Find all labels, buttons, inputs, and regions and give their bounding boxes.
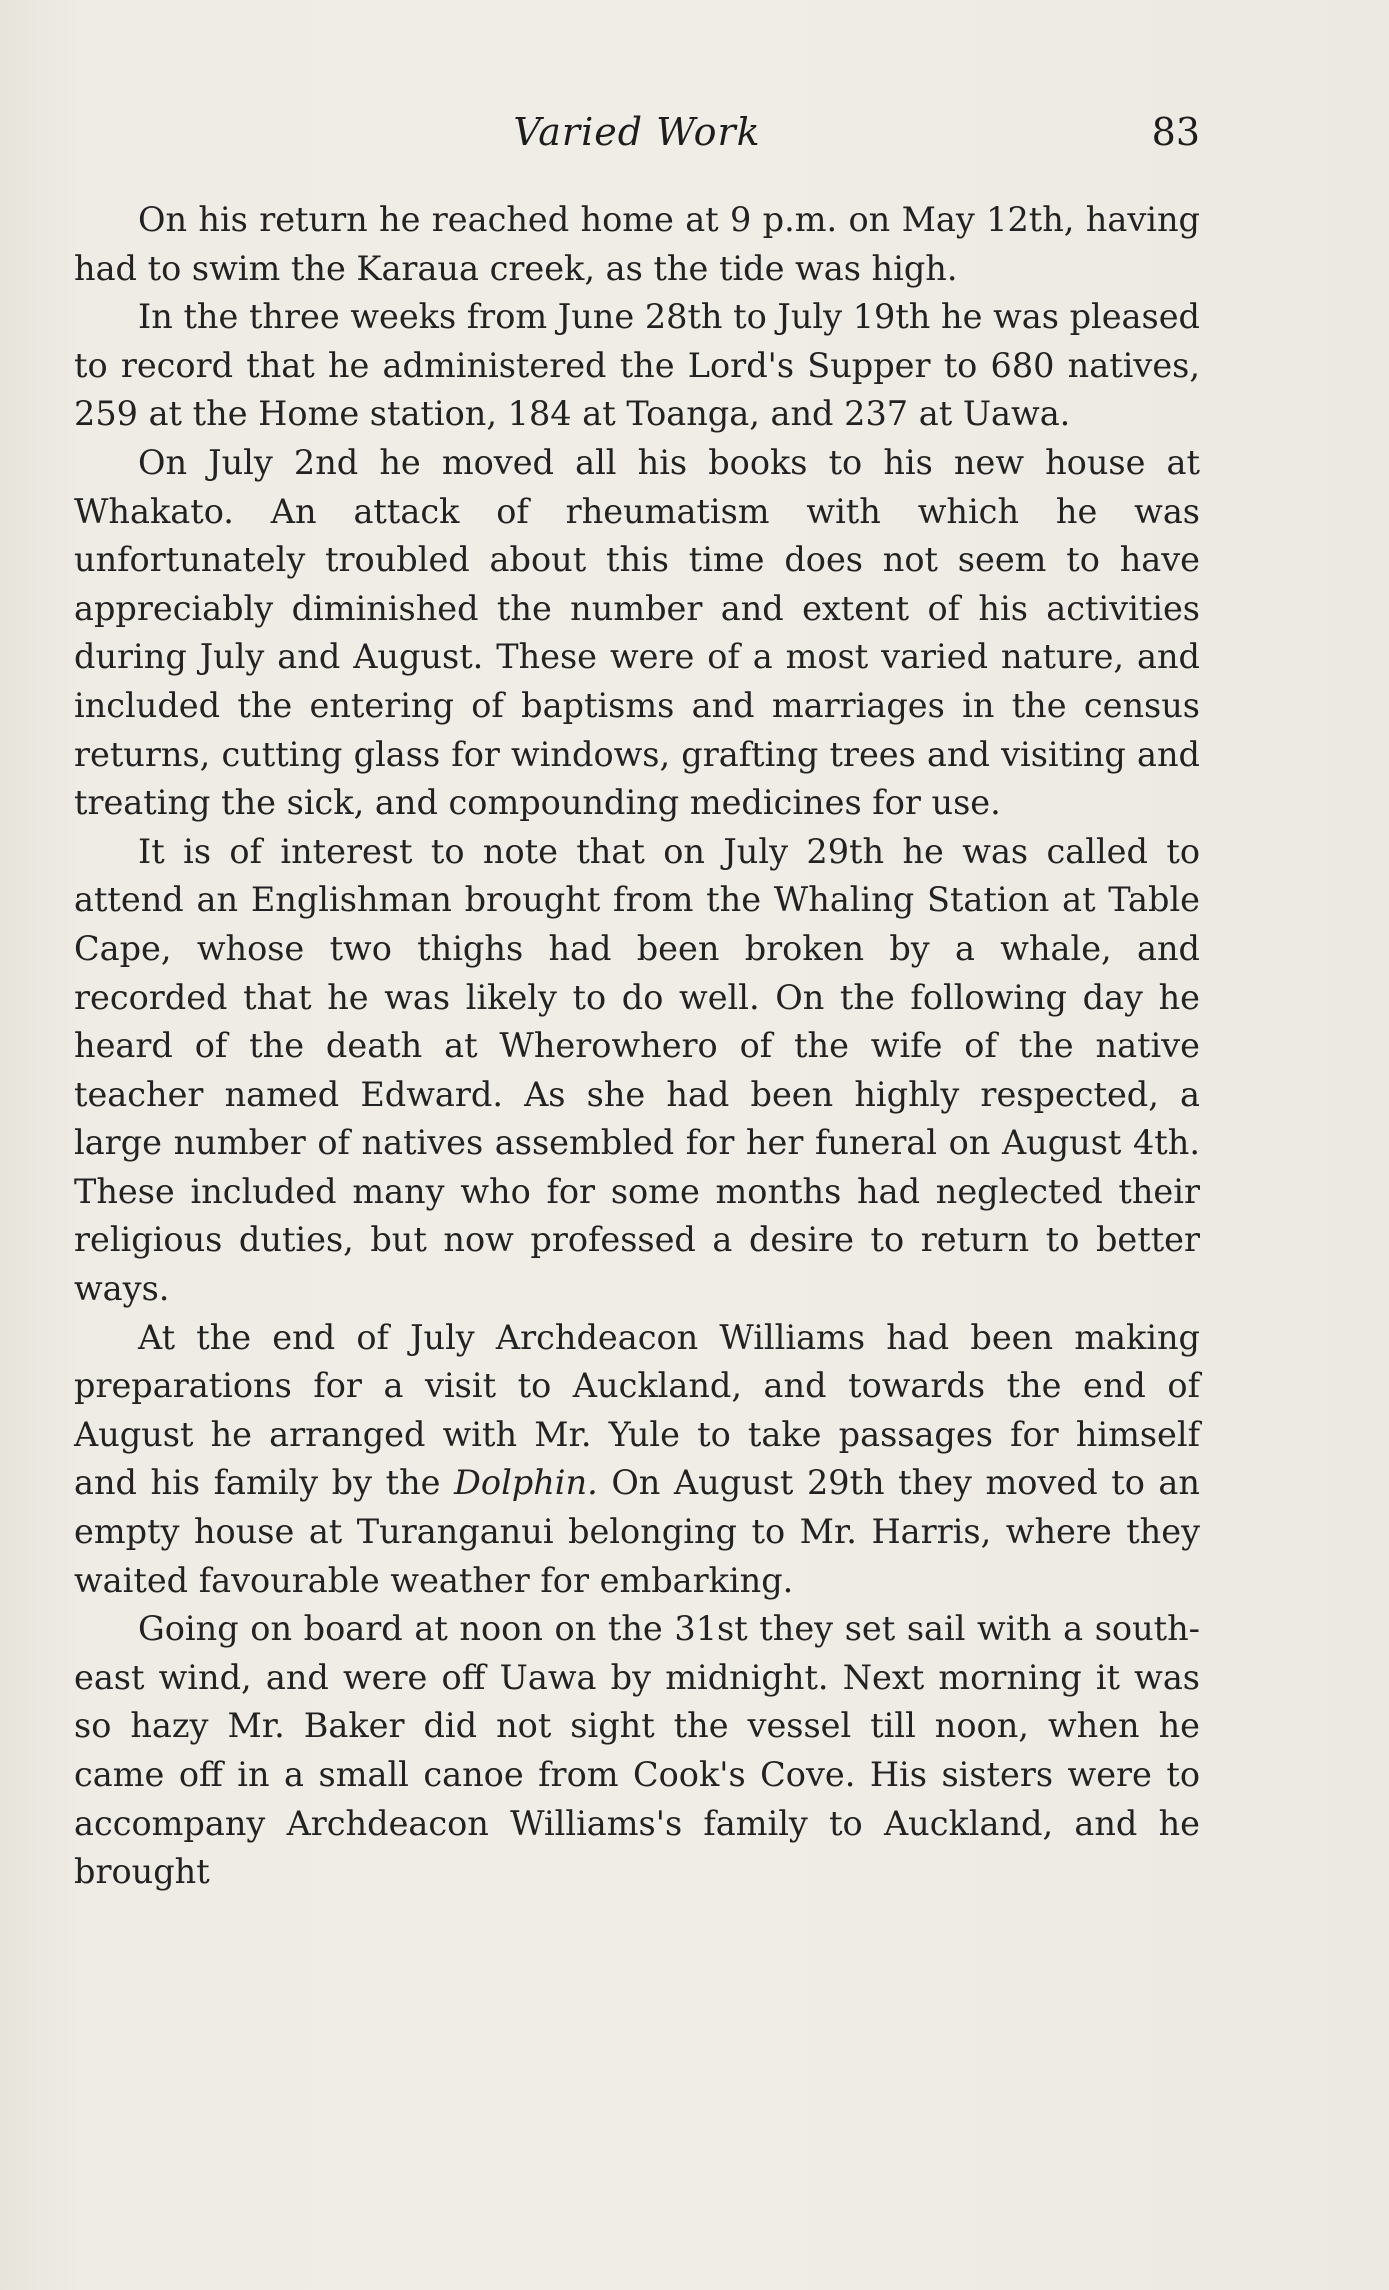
paragraph-5 — [74, 1314, 1200, 1606]
paragraph-1: On his return he reached home at 9 p.m. on May 12th, having had to swim the Karaua creek, as the tide was high. — [74, 200, 1200, 288]
page-header — [74, 110, 1200, 170]
running-title: Varied Work — [513, 110, 761, 154]
ship-name: Dolphin. — [454, 1463, 598, 1503]
body-text — [74, 196, 1200, 1897]
paragraph-3: On July 2nd he moved all his books to his new house at Whakato. An attack of rheumatism with which he was unfortunately troubled about this time does not seem to have appreciably diminished the number and extent of his activities during July and August. These were of a most varied nature, and included the entering of baptisms and marriages in the census returns, cutting glass for windows, grafting trees and visiting and treating the sick, and compounding medicines for use. — [74, 442, 1200, 823]
paragraph-5-text-after: On August 29th they moved to an empty house at Turanganui belonging to Mr. Harris, where they waited favourable weather for embarking. — [74, 1463, 1200, 1600]
paragraph-2: In the three weeks from June 28th to July 19th he was pleased to record that he administered the Lord's Supper to 680 natives, 259 at the Home station, 184 at Toanga, and 237 at Uawa. — [74, 297, 1200, 434]
paragraph-4: It is of interest to note that on July 29th he was called to attend an Englishman brought from the Whaling Station at Table Cape, whose two thighs had been broken by a whale, and recorded that he was likely to do well. On the following day he heard of the death at Wherowhero of the wife of the native teacher named Edward. As she had been highly respected, a large number of natives assembled for her funeral on August 4th. These included many who for some months had neglected their religious duties, but now professed a desire to return to better ways. — [74, 831, 1200, 1309]
page-number: 83 — [1151, 110, 1200, 154]
paragraph-5-text-before: At the end of July Archdeacon Williams had been making preparations for a visit to Auckland, and towards the end of August he arranged with Mr. Yule to take passages for himself and his family by the — [74, 1317, 1200, 1503]
paragraph-6: Going on board at noon on the 31st they set sail with a south-east wind, and were off Uawa by midnight. Next morning it was so hazy Mr. Baker did not sight the vessel till noon, when he came off in a small canoe from Cook's Cove. His sisters were to accompany Archdeacon Williams's family to Auckland, and he brought — [74, 1609, 1200, 1892]
